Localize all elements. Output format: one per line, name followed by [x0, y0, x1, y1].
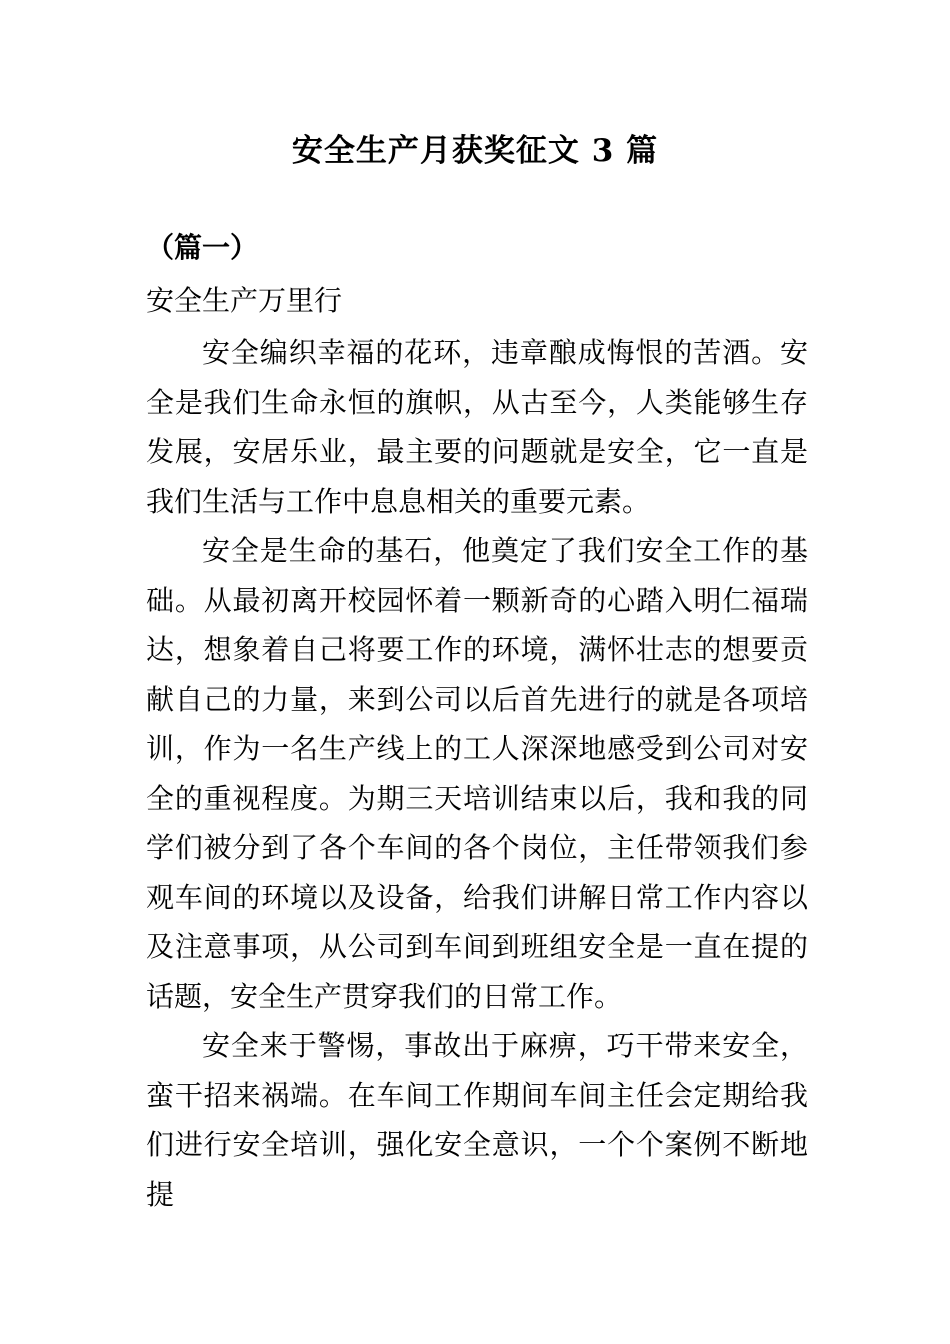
article-subtitle: 安全生产万里行 [146, 284, 343, 317]
paragraph: 安全来于警惕，事故出于麻痹，巧干带来安全，蛮干招来祸端。在车间工作期间车间主任会定期给我们进行安全培训，强化安全意识，一个个案例不断地提 [146, 1029, 808, 1211]
paragraph: 安全是生命的基石，他奠定了我们安全工作的基础。从最初离开校园怀着一颗新奇的心踏入明仁福瑞达，想象着自己将要工作的环境，满怀壮志的想要贡献自己的力量，来到公司以后首先进行的就是各项培训，作为一名生产线上的工人深深地感受到公司对安全的重视程度。为期三天培训结束以后，我和我的同学们被分到了各个车间的各个岗位，主任带领我们参观车间的环境以及设备，给我们讲解日常工作内容以及注意事项，从公司到车间到班组安全是一直在提的话题，安全生产贯穿我们的日常工作。 [146, 534, 808, 1013]
section-heading: （篇一） [146, 231, 259, 264]
paragraph: 安全编织幸福的花环，违章酿成悔恨的苦酒。安全是我们生命永恒的旗帜，从古至今，人类能够生存发展，安居乐业，最主要的问题就是安全，它一直是我们生活与工作中息息相关的重要元素。 [146, 336, 808, 518]
document-title: 安全生产月获奖征文 3 篇 [291, 133, 659, 169]
article-body [146, 328, 808, 1219]
